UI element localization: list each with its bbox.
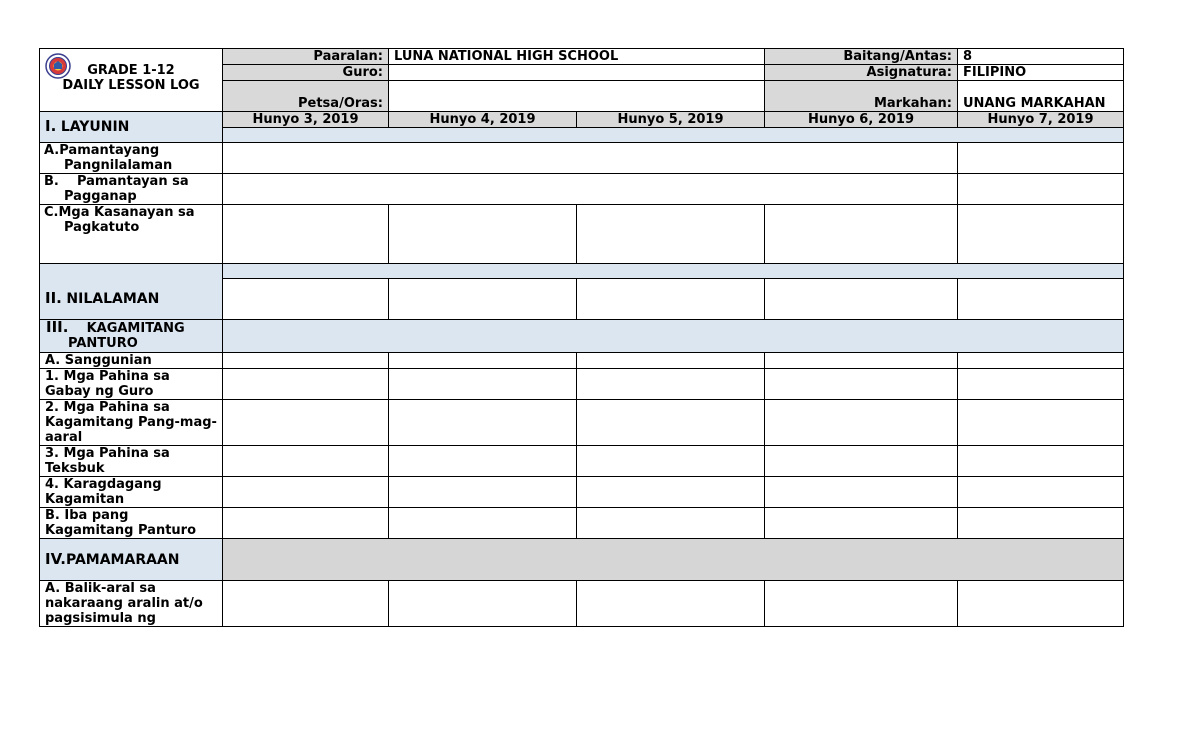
cell[interactable] (577, 446, 765, 477)
cell[interactable] (577, 581, 765, 627)
pamantayan-content[interactable] (223, 174, 958, 205)
row-text: Pamantayan sa Pagganap (64, 174, 189, 204)
pamamaraan-band (223, 539, 1124, 581)
row-label-pamantayang (40, 143, 223, 174)
cell[interactable] (389, 369, 577, 400)
cell[interactable] (389, 446, 577, 477)
cell[interactable] (223, 369, 389, 400)
date-header: Hunyo 4, 2019 (389, 112, 577, 128)
markahan-label: Markahan: (765, 81, 958, 112)
layunin-band (223, 128, 1124, 143)
nilalaman-band (223, 264, 1124, 279)
pamantayan-day5[interactable] (958, 174, 1124, 205)
cell[interactable] (958, 446, 1124, 477)
cell[interactable] (389, 353, 577, 369)
date-header: Hunyo 3, 2019 (223, 112, 389, 128)
section-pamamaraan (40, 539, 223, 581)
row-label-teksbuk: 3. Mga Pahina sa Teksbuk (40, 446, 223, 477)
cell[interactable] (958, 353, 1124, 369)
pamantayang-content[interactable] (223, 143, 958, 174)
cell[interactable] (223, 400, 389, 446)
cell[interactable] (765, 369, 958, 400)
cell[interactable] (958, 400, 1124, 446)
asignatura-value: FILIPINO (958, 65, 1124, 81)
cell[interactable] (765, 353, 958, 369)
deped-seal-icon (45, 53, 71, 79)
cell[interactable] (577, 400, 765, 446)
title-line1: GRADE 1-12 (87, 63, 175, 78)
section-layunin (40, 112, 223, 143)
cell[interactable] (958, 477, 1124, 508)
cell[interactable] (223, 353, 389, 369)
title-line2: DAILY LESSON LOG (62, 78, 200, 93)
row-label-kagamitang: 2. Mga Pahina sa Kagamitang Pang-mag-aaral (40, 400, 223, 446)
cell[interactable] (958, 279, 1124, 320)
cell[interactable] (389, 508, 577, 539)
cell[interactable] (765, 446, 958, 477)
petsa-label: Petsa/Oras: (223, 81, 389, 112)
row-text: Pamantayang Pangnilalaman (59, 143, 173, 173)
cell[interactable] (577, 353, 765, 369)
cell[interactable] (389, 400, 577, 446)
cell[interactable] (389, 477, 577, 508)
section-num: II. (45, 289, 62, 307)
baitang-label: Baitang/Antas: (765, 49, 958, 65)
section-label: NILALAMAN (66, 291, 160, 307)
cell[interactable] (577, 205, 765, 264)
section-label: KAGAMITANG PANTURO (68, 321, 185, 351)
title-cell (40, 49, 223, 112)
section-label: PAMAMARAAN (65, 551, 180, 568)
row-label-gabay: 1. Mga Pahina sa Gabay ng Guro (40, 369, 223, 400)
row-label-kasanayan (40, 205, 223, 264)
cell[interactable] (577, 477, 765, 508)
section-num: IV. (45, 549, 66, 568)
paaralan-label: Paaralan: (223, 49, 389, 65)
cell[interactable] (958, 369, 1124, 400)
row-label-iba-pang: B. Iba pang Kagamitang Panturo (40, 508, 223, 539)
cell[interactable] (389, 581, 577, 627)
cell[interactable] (577, 279, 765, 320)
guro-label: Guro: (223, 65, 389, 81)
row-text: Mga Kasanayan sa Pagkatuto (58, 205, 195, 235)
section-num: III. (46, 319, 69, 336)
cell[interactable] (577, 508, 765, 539)
date-header: Hunyo 5, 2019 (577, 112, 765, 128)
row-letter: B. (44, 174, 59, 189)
cell[interactable] (958, 508, 1124, 539)
cell[interactable] (765, 508, 958, 539)
cell[interactable] (223, 279, 389, 320)
paaralan-value: LUNA NATIONAL HIGH SCHOOL (389, 49, 765, 65)
date-header: Hunyo 6, 2019 (765, 112, 958, 128)
section-kagamitan (40, 320, 223, 353)
cell[interactable] (765, 581, 958, 627)
row-letter: A. (44, 143, 60, 158)
section-nilalaman (40, 264, 223, 320)
date-header: Hunyo 7, 2019 (958, 112, 1124, 128)
petsa-value (389, 81, 765, 112)
asignatura-label: Asignatura: (765, 65, 958, 81)
row-letter: C. (44, 205, 59, 220)
cell[interactable] (223, 581, 389, 627)
guro-value (389, 65, 765, 81)
cell[interactable] (765, 477, 958, 508)
section-label: LAYUNIN (60, 119, 130, 135)
cell[interactable] (223, 477, 389, 508)
row-label-karagdagang: 4. Karagdagang Kagamitan (40, 477, 223, 508)
section-num: I. (45, 117, 57, 135)
cell[interactable] (223, 446, 389, 477)
markahan-value: UNANG MARKAHAN (958, 81, 1124, 112)
row-label-balik-aral: A. Balik-aral sa nakaraang aralin at/o pagsisimula ng (40, 581, 223, 627)
cell[interactable] (223, 508, 389, 539)
row-label-sanggunian: A. Sanggunian (40, 353, 223, 369)
cell[interactable] (389, 279, 577, 320)
cell[interactable] (765, 279, 958, 320)
cell[interactable] (577, 369, 765, 400)
baitang-value: 8 (958, 49, 1124, 65)
pamantayang-day5[interactable] (958, 143, 1124, 174)
row-label-pamantayan (40, 174, 223, 205)
cell[interactable] (223, 205, 389, 264)
kagamitan-band (223, 320, 1124, 353)
cell[interactable] (958, 205, 1124, 264)
cell[interactable] (389, 205, 577, 264)
cell[interactable] (958, 581, 1124, 627)
cell[interactable] (765, 205, 958, 264)
daily-lesson-log-table (39, 48, 1124, 627)
cell[interactable] (765, 400, 958, 446)
